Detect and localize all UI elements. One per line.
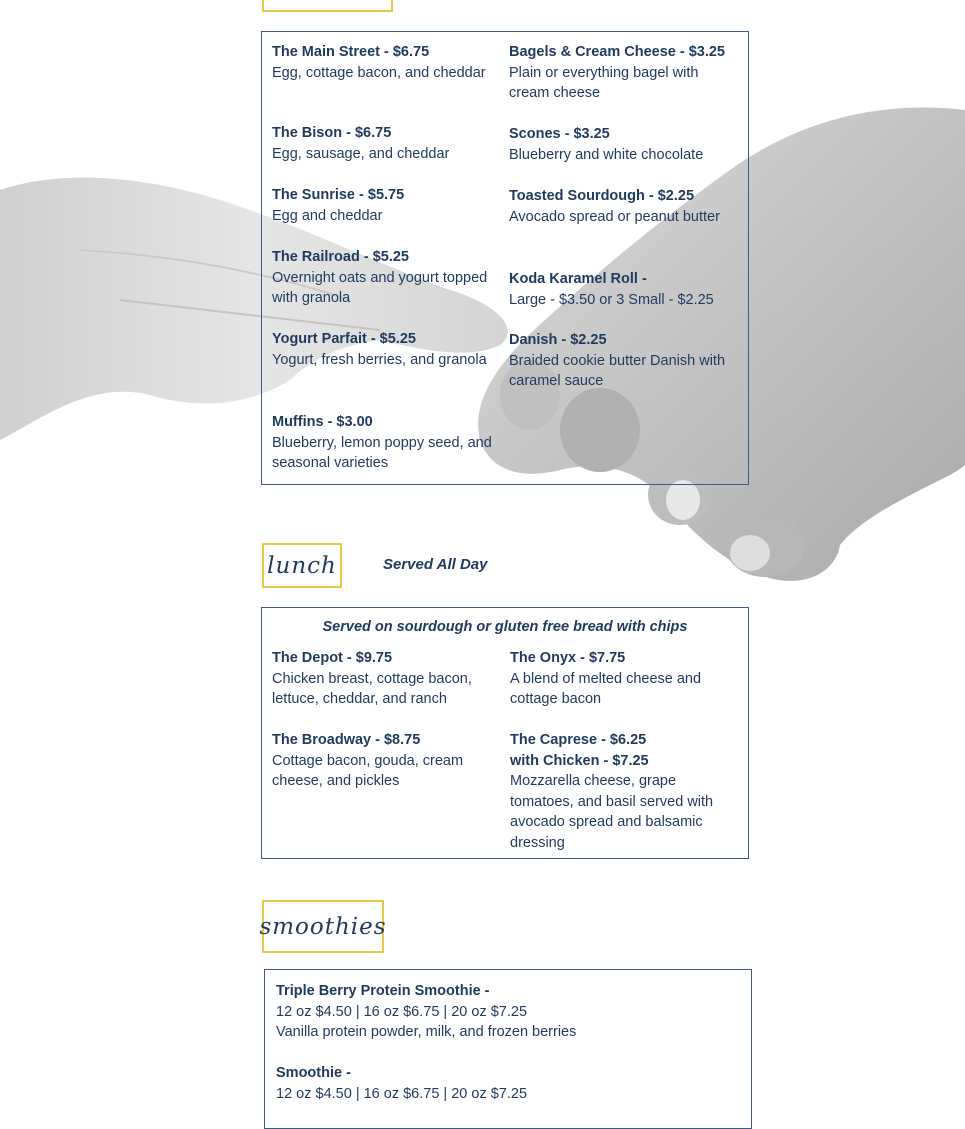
item-title: The Broadway - $8.75 <box>272 732 421 748</box>
item-description: Avocado spread or peanut butter <box>509 208 720 225</box>
lunch-item <box>272 730 494 792</box>
item-description: Overnight oats and yogurt topped with granola <box>272 269 488 306</box>
item-title: Smoothie - <box>276 1065 351 1081</box>
breakfast-item <box>272 42 492 83</box>
item-description: A blend of melted cheese and cottage bacon <box>510 670 702 707</box>
item-title: Yogurt Parfait - $5.25 <box>272 331 416 347</box>
breakfast-section-label <box>262 0 393 12</box>
item-description: Braided cookie butter Danish with caramel sauce <box>509 352 726 389</box>
breakfast-item <box>509 186 734 227</box>
item-title: The Railroad - $5.25 <box>272 249 409 265</box>
item-description: Egg, sausage, and cheddar <box>272 145 450 162</box>
smoothie-item <box>276 981 736 1043</box>
item-description: Egg and cheddar <box>272 207 383 224</box>
item-title: Muffins - $3.00 <box>272 414 373 430</box>
breakfast-item <box>272 412 492 474</box>
item-description: Vanilla protein powder, milk, and frozen berries <box>276 1024 577 1040</box>
lunch-item <box>510 648 736 710</box>
item-title: The Caprese - $6.25 <box>510 732 647 748</box>
breakfast-item <box>272 123 492 164</box>
item-description: Yogurt, fresh berries, and granola <box>272 351 487 368</box>
item-title: Scones - $3.25 <box>509 126 610 142</box>
item-sizes: 12 oz $4.50 | 16 oz $6.75 | 20 oz $7.25 <box>276 1085 528 1102</box>
item-title: Koda Karamel Roll - <box>509 271 647 287</box>
item-description: Plain or everything bagel with cream cheese <box>509 64 699 101</box>
item-title: The Bison - $6.75 <box>272 125 392 141</box>
item-description: Cottage bacon, gouda, cream cheese, and pickles <box>272 752 464 789</box>
lunch-item <box>272 648 494 710</box>
item-title: The Depot - $9.75 <box>272 650 393 666</box>
item-description: Blueberry, lemon poppy seed, and seasonal varieties <box>272 434 492 471</box>
lunch-bread-note: Served on sourdough or gluten free bread with chips <box>322 619 688 635</box>
item-title: Bagels & Cream Cheese - $3.25 <box>509 44 725 60</box>
item-title: The Onyx - $7.75 <box>510 650 626 666</box>
lunch-item <box>510 730 736 853</box>
item-title: Danish - $2.25 <box>509 332 607 348</box>
breakfast-item <box>509 269 734 310</box>
smoothies-section-label: smoothies <box>262 900 384 953</box>
item-title: The Sunrise - $5.75 <box>272 187 405 203</box>
item-description: Egg, cottage bacon, and cheddar <box>272 64 486 81</box>
breakfast-item <box>509 42 734 104</box>
item-description: Mozzarella cheese, grape tomatoes, and basil served with avocado spread and balsamic dressing <box>510 773 714 851</box>
breakfast-item <box>272 329 492 370</box>
item-description: Chicken breast, cottage bacon, lettuce, cheddar, and ranch <box>272 670 472 707</box>
item-title: Toasted Sourdough - $2.25 <box>509 188 695 204</box>
breakfast-item <box>509 330 734 392</box>
breakfast-item <box>272 247 492 309</box>
item-sizes: 12 oz $4.50 | 16 oz $6.75 | 20 oz $7.25 <box>276 1003 528 1020</box>
breakfast-item <box>509 124 734 165</box>
smoothie-item <box>276 1063 736 1104</box>
item-description: Large - $3.50 or 3 Small - $2.25 <box>509 291 714 308</box>
item-title: Triple Berry Protein Smoothie - <box>276 983 490 999</box>
lunch-section-label: lunch <box>262 543 342 588</box>
item-title-secondary: with Chicken - $7.25 <box>510 752 649 769</box>
breakfast-item <box>272 185 492 226</box>
item-description: Blueberry and white chocolate <box>509 146 704 163</box>
item-title: The Main Street - $6.75 <box>272 44 430 60</box>
served-all-day-text: Served All Day <box>383 556 488 573</box>
